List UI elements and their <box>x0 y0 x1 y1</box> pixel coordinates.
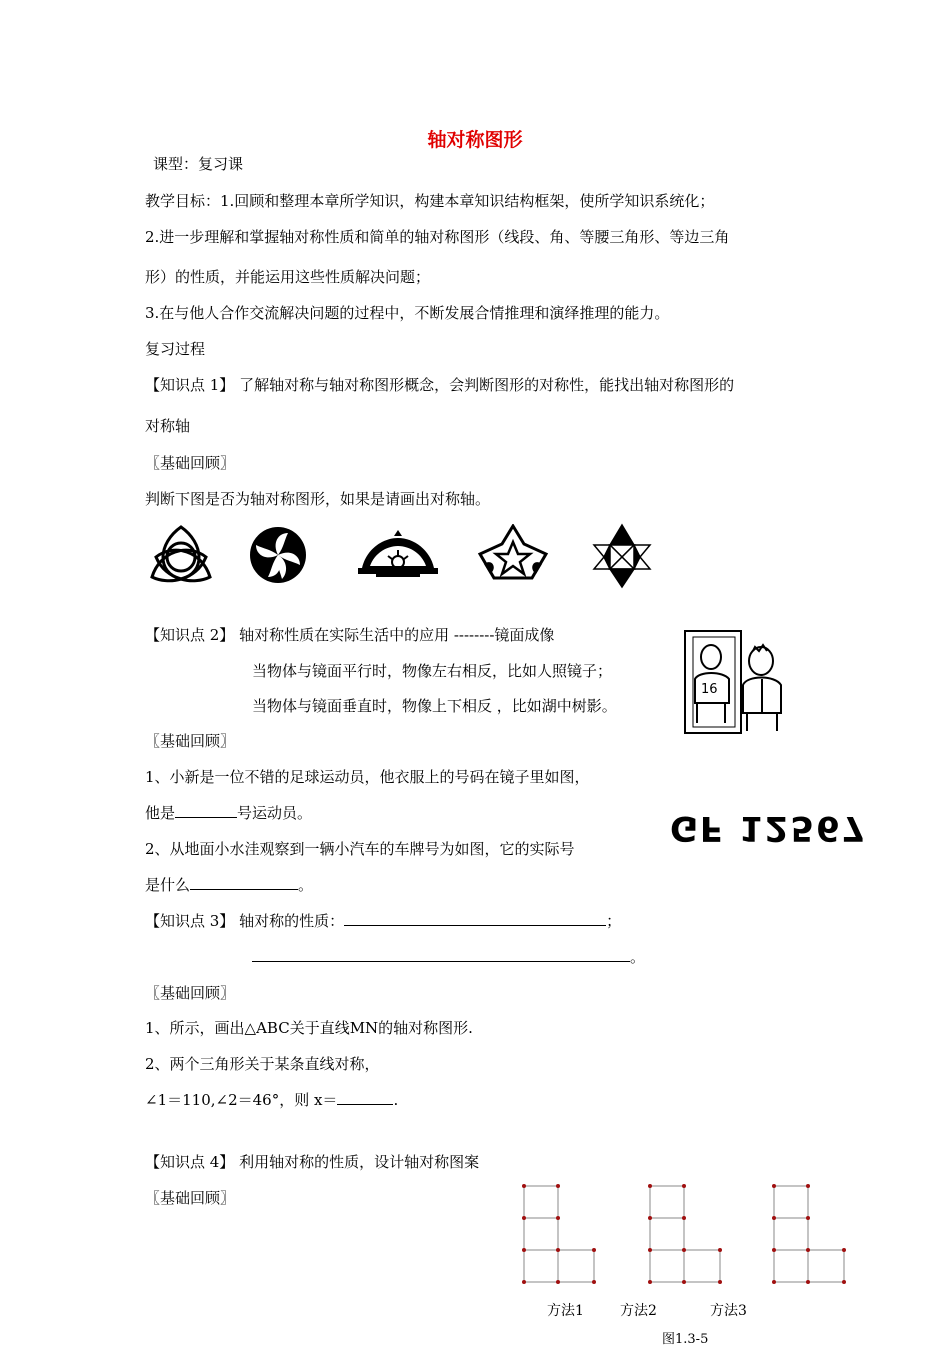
kp3-line-2 <box>252 946 645 967</box>
celtic-knot-icon <box>148 523 214 585</box>
method-2-label: 方法2 <box>620 1303 657 1319</box>
bauhinia-emblem-icon <box>248 525 308 585</box>
license-plate-reflection: GF 12567 <box>670 808 868 848</box>
kp2-line-2: 当物体与镜面平行时，物像左右相反，比如人照镜子； <box>252 662 613 680</box>
temple-roof-icon <box>358 528 438 578</box>
mirror-boy-illustration <box>683 627 787 737</box>
kp2-q2: 2、从地面小水洼观察到一辆小汽车的车牌号为如图，它的实际号 <box>145 840 575 858</box>
kp1-heading: 【知识点 1】 了解轴对称与轴对称图形概念，会判断图形的对称性，能找出轴对称图形的 <box>145 376 735 394</box>
kp4-heading: 【知识点 4】 利用轴对称的性质，设计轴对称图案 <box>145 1153 480 1171</box>
kp2-q2-prefix: 是什么 <box>145 876 191 894</box>
process-heading: 复习过程 <box>145 340 206 358</box>
q2-answer-blank[interactable] <box>190 875 298 890</box>
goals-line-1: 教学目标：1.回顾和整理本章所学知识，构建本章知识结构框架，使所学知识系统化； <box>145 192 715 210</box>
q1-answer-blank[interactable] <box>175 803 237 818</box>
figure-caption: 图1.3-5 <box>662 1332 709 1347</box>
kp2-q1: 1、小新是一位不错的足球运动员，他衣服上的号码在镜子里如图， <box>145 768 590 786</box>
method-1-label: 方法1 <box>547 1303 584 1319</box>
lesson-type: 课型：复习课 <box>153 155 244 173</box>
kp3-line1-end: ； <box>606 912 622 930</box>
kp2-q1-prefix: 他是 <box>145 804 176 822</box>
method-3-label: 方法3 <box>710 1303 747 1319</box>
kp3-q3-line <box>145 1089 398 1110</box>
kp3-q3: ∠1＝110,∠2＝46°，则 x＝ <box>145 1091 338 1109</box>
kp3-review: 〖基础回顾〗 <box>145 984 236 1002</box>
kp3-heading: 【知识点 3】 轴对称的性质： <box>145 912 345 930</box>
goals-line-3: 形）的性质，并能运用这些性质解决问题； <box>145 268 431 286</box>
kp2-q1-suffix: 号运动员。 <box>237 804 313 822</box>
goals-line-4: 3.在与他人合作交流解决问题的过程中，不断发展合情推理和演绎推理的能力。 <box>145 304 670 322</box>
kp3-q1: 1、所示，画出△ABC关于直线MN的轴对称图形. <box>145 1019 473 1037</box>
kp1-task: 判断下图是否为轴对称图形，如果是请画出对称轴。 <box>145 490 491 508</box>
kp3-property-blank-2[interactable] <box>252 947 630 962</box>
kp2-q1-answer-line <box>145 802 312 823</box>
kp3-property-blank-1[interactable] <box>344 911 606 926</box>
x-answer-blank[interactable] <box>337 1090 393 1105</box>
kp4-review: 〖基础回顾〗 <box>145 1189 236 1207</box>
kp1-review: 〖基础回顾〗 <box>145 454 236 472</box>
kp2-line-3: 当物体与镜面垂直时，物像上下相反 ，比如湖中树影。 <box>252 697 617 715</box>
kp3-q3-end: . <box>393 1091 399 1109</box>
kp3-q2: 2、两个三角形关于某条直线对称， <box>145 1055 380 1073</box>
kp2-heading: 【知识点 2】 轴对称性质在实际生活中的应用 --------镜面成像 <box>145 626 555 644</box>
kp2-review: 〖基础回顾〗 <box>145 732 236 750</box>
kp1-heading-cont: 对称轴 <box>145 417 191 435</box>
goals-line-2: 2.进一步理解和掌握轴对称性质和简单的轴对称图形（线段、角、等腰三角形、等边三角 <box>145 228 730 246</box>
kp3-heading-line <box>145 910 621 931</box>
kp2-q2-suffix: 。 <box>298 876 314 894</box>
ornamental-star-icon <box>476 524 550 580</box>
mirror-shirt-number: 16 <box>701 682 718 697</box>
hexagram-icon <box>590 523 654 589</box>
kp2-q2-answer-line <box>145 874 313 895</box>
page-title: 轴对称图形 <box>427 129 523 151</box>
kp3-line2-end: 。 <box>630 948 646 966</box>
grid-figure-set <box>518 1182 858 1292</box>
